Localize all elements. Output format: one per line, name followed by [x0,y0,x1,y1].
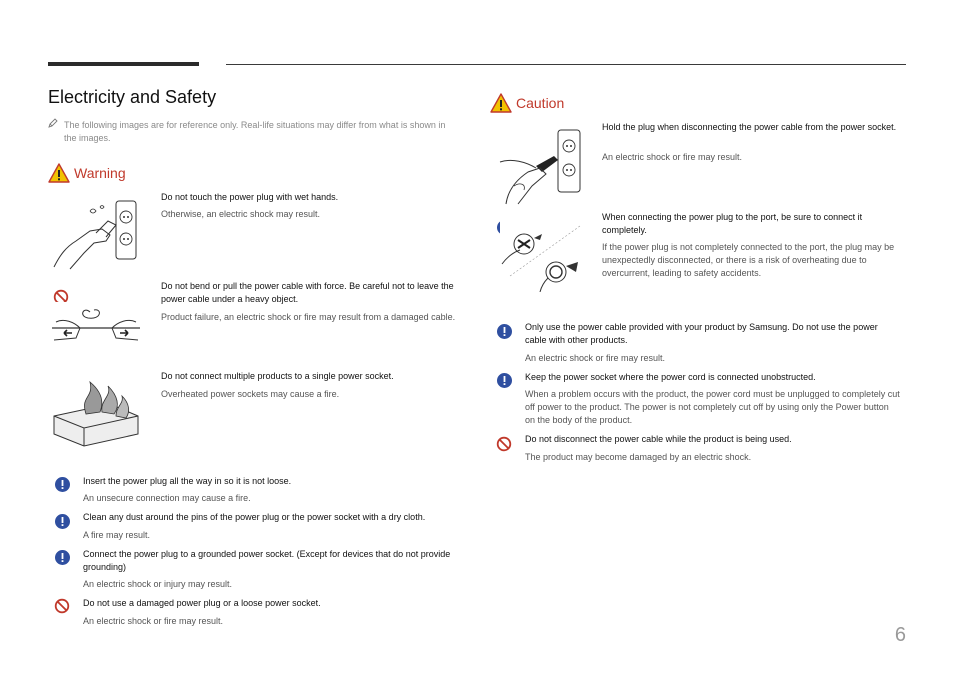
caution-label: Caution [516,95,565,111]
pencil-note-icon [48,118,58,128]
caution-item-1-sub: An electric shock or fire may result. [602,152,743,162]
caution-list-2-main: Keep the power socket where the power cord is connected unobstructed. [525,372,816,382]
prohibit-icon [54,598,70,614]
caution-list-2-sub: When a problem occurs with the product, the power cord must be unplugged to completely cut off power to the product. The power is not completely cut off by using only the Power button on the body of the product. [525,389,900,425]
mandatory-icon [497,373,512,388]
warning-list-2-main: Clean any dust around the pins of the power plug or the power socket with a dry cloth. [83,512,426,522]
caution-list-1-main: Only use the power cable provided with your product by Samsung. Do not use the power cable with other products. [525,322,878,345]
caution-item-1-main: Hold the plug when disconnecting the power cable from the power socket. [602,122,897,132]
caution-triangle-icon [490,93,512,113]
warning-item-2-main: Do not bend or pull the power cable with force. Be careful not to leave the power cable under a heavy object. [161,281,454,304]
caution-list-1-sub: An electric shock or fire may result. [525,353,666,363]
warning-list-4-main: Do not use a damaged power plug or a loose power socket. [83,598,321,608]
warning-triangle-icon [48,163,70,183]
prohibit-icon [496,436,512,452]
caution-list-3-sub: The product may become damaged by an electric shock. [525,452,752,462]
overloaded-power-strip-illustration [50,376,142,448]
page-title: Electricity and Safety [48,87,217,107]
mandatory-icon [55,550,70,565]
reference-note: The following images are for reference only. Real-life situations may differ from what is shown in the images. [64,120,446,143]
header-rule-thin [226,64,906,65]
wet-hands-plug-illustration [50,195,142,273]
warning-list-2-sub: A fire may result. [83,530,151,540]
mandatory-icon [55,477,70,492]
warning-list-1-sub: An unsecure connection may cause a fire. [83,493,251,503]
caution-heading [490,93,564,113]
warning-item-1-main: Do not touch the power plug with wet hands. [161,192,339,202]
page-number: 6 [894,624,906,646]
warning-item-3-sub: Overheated power sockets may cause a fire. [161,389,340,399]
warning-item-1-sub: Otherwise, an electric shock may result. [161,209,321,219]
warning-heading [48,163,126,183]
warning-list-3-sub: An electric shock or injury may result. [83,579,233,589]
mandatory-icon [497,324,512,339]
caution-list-3-main: Do not disconnect the power cable while the product is being used. [525,434,792,444]
bent-cable-illustration [50,302,142,354]
connect-plug-fully-illustration [500,218,584,292]
warning-item-3-main: Do not connect multiple products to a single power socket. [161,371,394,381]
caution-item-2-sub: If the power plug is not completely connected to the port, the plug may be unexpectedly disconnected, or there is a risk of overheating due to overcurrent, leading to safety accidents. [602,242,895,278]
caution-item-2-main: When connecting the power plug to the port, be sure to connect it completely. [602,212,863,235]
warning-item-2-sub: Product failure, an electric shock or fire may result from a damaged cable. [161,312,456,322]
header-rule-thick [48,62,199,66]
warning-label: Warning [74,165,126,181]
warning-list-4-sub: An electric shock or fire may result. [83,616,224,626]
hold-plug-illustration [496,128,584,206]
mandatory-icon [55,514,70,529]
warning-list-1-main: Insert the power plug all the way in so it is not loose. [83,476,292,486]
warning-list-3-main: Connect the power plug to a grounded power socket. (Except for devices that do not provide grounding) [83,549,451,572]
